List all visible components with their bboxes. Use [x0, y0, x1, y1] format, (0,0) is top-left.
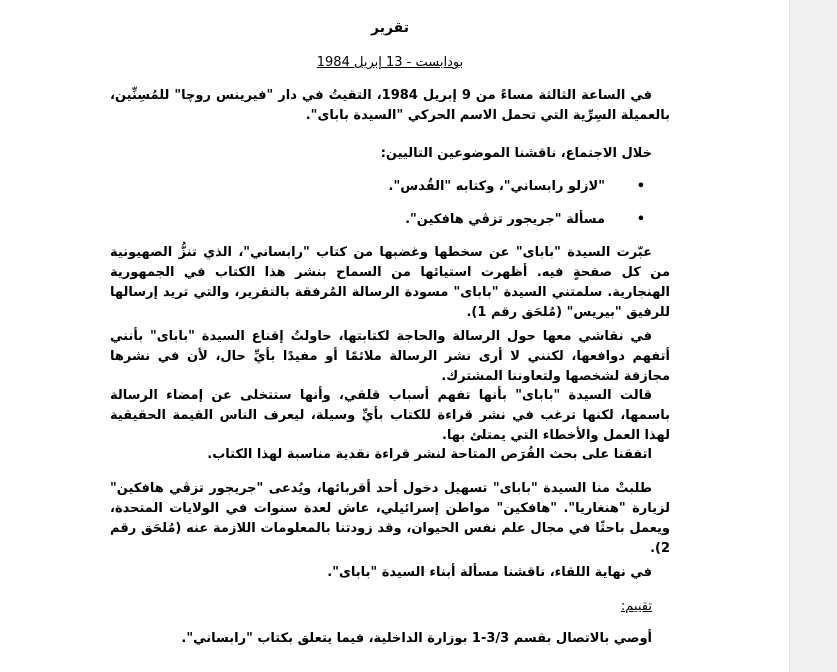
- paragraph-closing: في نهاية اللقاء، ناقشنا مسألة أبناء السيدة "بابای".: [327, 565, 652, 580]
- paragraph-visit-request: طلبتْ منا السيدة "بابای" تسهيل دخول أحد أقربائها، ويُدعى "جريجور تزڤي هافكين" لزيارة "هنغاريا". "هافكين" مواطن إسرائيلي، عاش لعدة سنوات في الولايات المتحدة، ويعمل باحثًا في مجال علم نفس الحيوان، وقد زودتنا بالمعلومات اللازمة عنه (مُلحَق رقم 2).: [110, 481, 670, 556]
- document-title: تقرير: [370, 20, 409, 36]
- list-item-text: "لازلو رابساني"، وكتابه "القُدس".: [388, 179, 605, 194]
- evaluation-heading: تقييم:: [620, 599, 652, 614]
- paragraph-agreement: اتفقنا على بحث الفُرَص المتاحة لنشر قراءة نقدية مناسبة لهذا الكتاب.: [207, 447, 652, 462]
- vertical-scrollbar[interactable]: [789, 0, 837, 672]
- paragraph-recommendation: أوصي بالاتصال بقسم 3/3-1 بوزارة الداخلية، فيما يتعلق بكتاب "رابساني".: [181, 631, 652, 646]
- list-item-text: مسألة "جريجور تزڤي هافكين".: [405, 212, 605, 227]
- paragraph-review-request: قالت السيدة "بابای" بأنها تفهم أسباب قلقي، وأنها ستتخلى عن إمضاء الرسالة باسمها، لكنها ترغب في نشر قراءة للكتاب بأيِّ وسيلة، ليعرف الناس القيمة الحقيقية لهذا العمل والأخطاء التي يمتلئ بها.: [110, 388, 670, 443]
- paragraph-book-discussion: عبّرت السيدة "بابای" عن سخطها وغضبها من كتاب "رابساني"، الذي تنزُّ الصهيونية من كل صفحةٍ فيه. أظهرت استيائها من السماح بنشر هذا الكتاب في الجمهورية الهنجارية. سلمتني السيدة "بابای" مسودة الرسالة المُرفقة بالتقرير، والتي تريد إرسالها للرفيق "بيريس" (مُلحَق رقم 1).: [110, 245, 670, 320]
- bullet-icon: •: [636, 179, 645, 194]
- paragraph-letter-discussion: في نقاشي معها حول الرسالة والحاجة لكتابتها، حاولتُ إقناع السيدة "بابای" بأنني أتفهم دوافعها، لكنني لا أرى نشر الرسالة ملائمًا أو مفيدًا بأيِّ حال، لأن في نشرها مجازفة لشخصها ولتعاوننا المشترك.: [110, 329, 670, 384]
- paragraph-meeting-intro: في الساعة الثالثة مساءً من 9 إبريل 1984، التقيتُ في دار "فيرينس روچا" للمُسِنِّين، بالعميلة السِرِّية التي تحمل الاسم الحركي "السيدة بابای".: [110, 88, 670, 123]
- paragraph-topics-intro: خلال الاجتماع، ناقشنا الموضوعين التاليين:: [380, 146, 652, 161]
- bullet-icon: •: [636, 212, 645, 227]
- document-dateline: بودابست - 13 إبريل 1984: [316, 55, 464, 70]
